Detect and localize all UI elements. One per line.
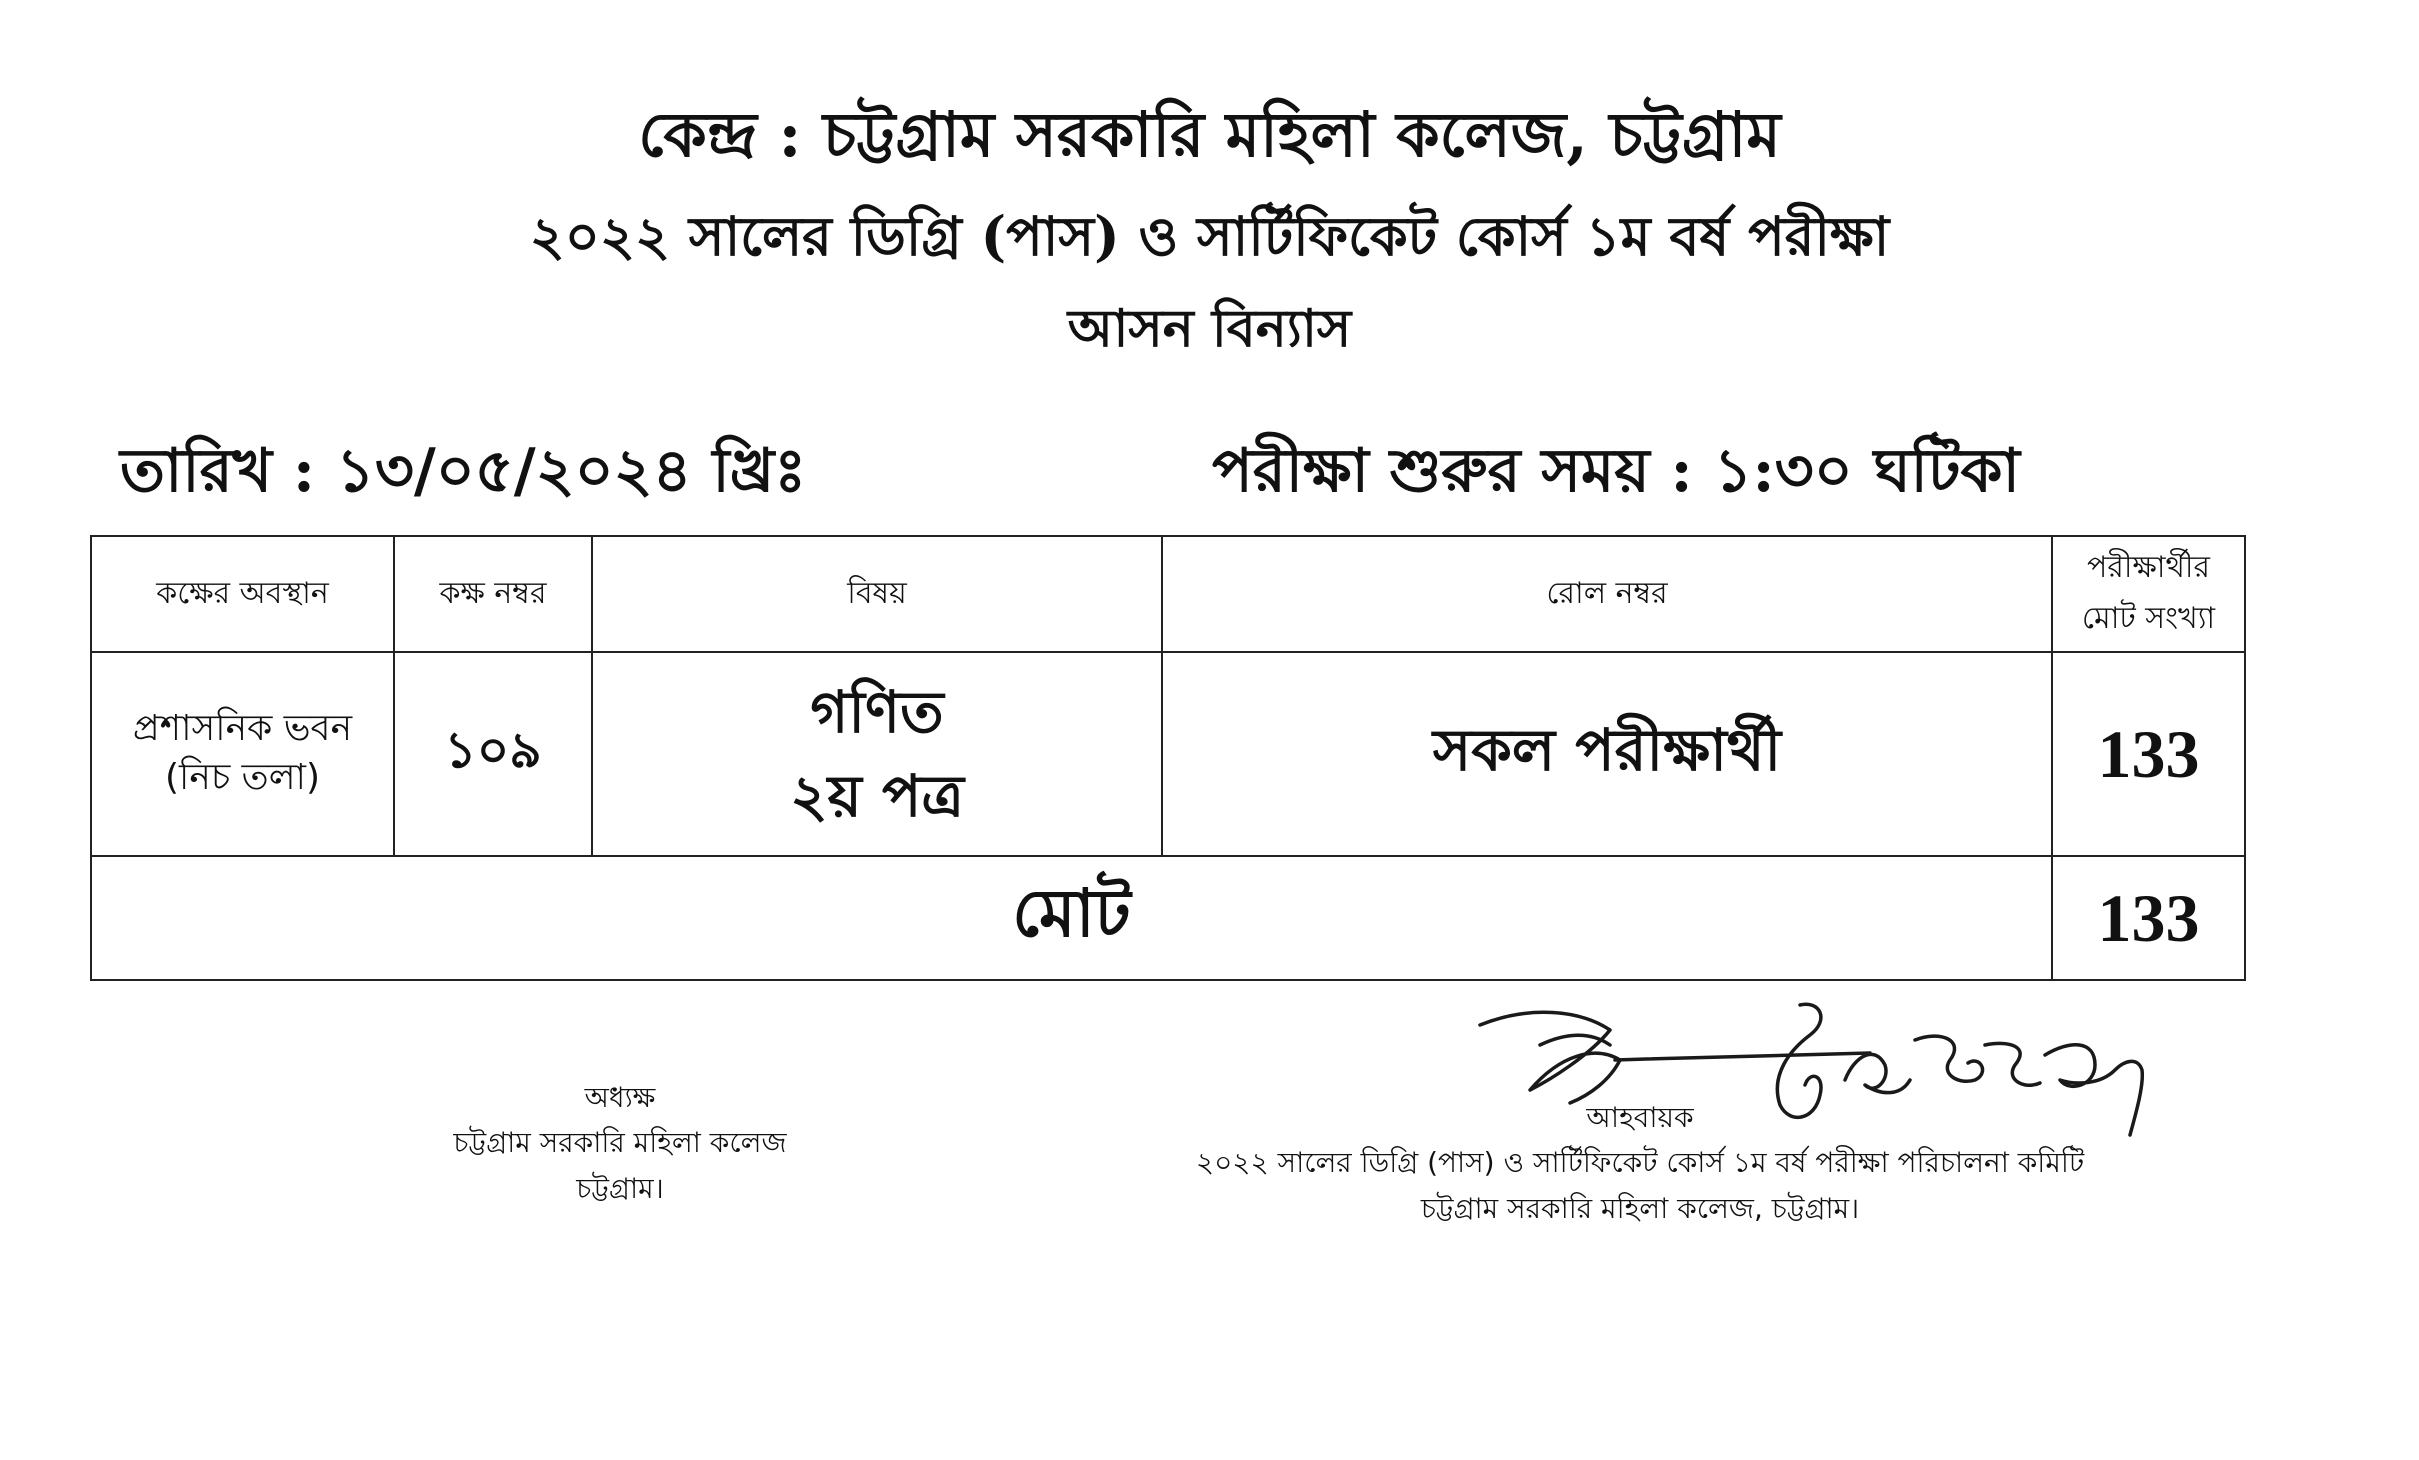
header-roll-no: রোল নম্বর [1162, 536, 2052, 652]
header-location: কক্ষের অবস্থান [91, 536, 394, 652]
principal-institution: চট্টগ্রাম সরকারি মহিলা কলেজ [453, 1126, 787, 1160]
total-label: মোট [91, 856, 2052, 980]
convener-institution: চট্টগ্রাম সরকারি মহিলা কলেজ, চট্টগ্রাম। [1420, 1191, 1860, 1225]
header-count [2052, 536, 2245, 652]
header-room-no: কক্ষ নম্বর [394, 536, 592, 652]
table-header-row [91, 536, 2245, 652]
cell-subject [592, 652, 1162, 856]
header-subject: বিষয় [592, 536, 1162, 652]
principal-signature-block [360, 1075, 880, 1211]
seat-plan-heading: আসন বিন্যাস [1067, 298, 1352, 359]
location-line2: (নিচ তলা) [164, 757, 321, 798]
convener-committee: ২০২২ সালের ডিগ্রি (পাস) ও সার্টিফিকেট কোর্স ১ম বর্ষ পরীক্ষা পরিচালনা কমিটি [1195, 1146, 2085, 1180]
convener-signature-block [1080, 1095, 2200, 1231]
total-count: 133 [2052, 856, 2245, 980]
exam-heading: ২০২২ সালের ডিগ্রি (পাস) ও সার্টিফিকেট কোর্স ১ম বর্ষ পরীক্ষা [529, 204, 1890, 268]
subject-line2: ২য় পত্র [789, 762, 965, 830]
exam-date: তারিখ : ১৩/০৫/২০২৪ খ্রিঃ [120, 436, 807, 506]
location-line1: প্রশাসনিক ভবন [132, 708, 353, 750]
center-heading: কেন্দ্র : চট্টগ্রাম সরকারি মহিলা কলেজ, চট্টগ্রাম [638, 98, 1781, 171]
header-count-line1: পরীক্ষার্থীর [2087, 550, 2210, 585]
header-count-line2: মোট সংখ্যা [2081, 601, 2216, 636]
exam-start-time: পরীক্ষা শুরুর সময় : ১:৩০ ঘটিকা [1212, 436, 2020, 506]
total-row [91, 856, 2245, 980]
principal-city: চট্টগ্রাম। [576, 1171, 664, 1205]
cell-location [91, 652, 394, 856]
seat-plan-table [90, 535, 2246, 981]
table-row [91, 652, 2245, 856]
cell-room-no: ১০৯ [394, 652, 592, 856]
cell-count: 133 [2052, 652, 2245, 856]
subject-line1: গণিত [810, 677, 944, 746]
convener-title: আহবায়ক [1586, 1101, 1694, 1134]
cell-roll-no: সকল পরীক্ষার্থী [1162, 652, 2052, 856]
principal-title: অধ্যক্ষ [584, 1081, 656, 1114]
